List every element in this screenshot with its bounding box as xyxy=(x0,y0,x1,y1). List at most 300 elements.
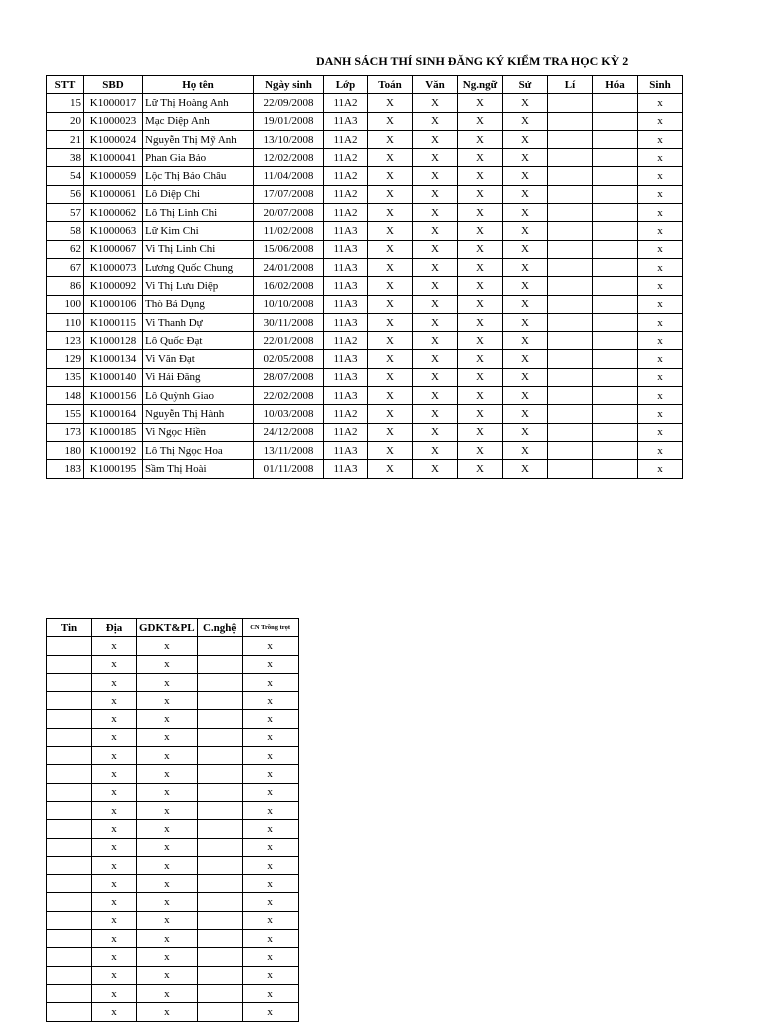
table-cell: X xyxy=(458,204,503,222)
table-header-row xyxy=(47,76,683,94)
table-cell: 11A3 xyxy=(324,460,368,478)
table-cell: Sầm Thị Hoài xyxy=(143,460,254,478)
table-cell xyxy=(593,167,638,185)
table-cell: Nguyễn Thị Mỹ Anh xyxy=(143,130,254,148)
table-cell xyxy=(593,387,638,405)
table-cell: 173 xyxy=(47,423,84,441)
table-row xyxy=(47,930,299,948)
table-cell: X xyxy=(458,277,503,295)
table-cell: K1000134 xyxy=(84,350,143,368)
table-cell: x xyxy=(137,673,198,691)
table-row xyxy=(47,747,299,765)
table-cell xyxy=(548,277,593,295)
table-cell: K1000073 xyxy=(84,258,143,276)
table-cell: 62 xyxy=(47,240,84,258)
table-cell xyxy=(548,130,593,148)
table-cell: X xyxy=(458,94,503,112)
table-cell: X xyxy=(503,167,548,185)
column-header: Sinh xyxy=(638,76,683,94)
table-cell: X xyxy=(503,332,548,350)
table-cell: x xyxy=(638,149,683,167)
table-cell: X xyxy=(368,258,413,276)
table-row xyxy=(47,801,299,819)
table-cell: x xyxy=(242,948,298,966)
table-cell xyxy=(197,838,242,856)
table-cell: x xyxy=(638,130,683,148)
table-cell xyxy=(47,838,92,856)
table-cell: X xyxy=(458,167,503,185)
table-cell: 13/11/2008 xyxy=(254,441,324,459)
table-cell: X xyxy=(413,332,458,350)
table-cell: Lô Thị Linh Chi xyxy=(143,204,254,222)
table-row xyxy=(47,350,683,368)
table-cell xyxy=(47,984,92,1002)
table-cell xyxy=(593,185,638,203)
table-cell: Nguyễn Thị Hành xyxy=(143,405,254,423)
table-cell xyxy=(593,277,638,295)
table-cell: Phan Gia Bảo xyxy=(143,149,254,167)
table-cell: 11A3 xyxy=(324,441,368,459)
table-cell: x xyxy=(638,387,683,405)
table-cell: x xyxy=(137,820,198,838)
table-cell: X xyxy=(368,94,413,112)
table-cell: X xyxy=(458,405,503,423)
table-cell xyxy=(593,204,638,222)
table-cell: x xyxy=(92,838,137,856)
table-cell: x xyxy=(137,984,198,1002)
table-cell xyxy=(47,655,92,673)
table-cell: 11A3 xyxy=(324,295,368,313)
table-cell: x xyxy=(92,765,137,783)
table-cell: 67 xyxy=(47,258,84,276)
table-cell: X xyxy=(368,332,413,350)
table-cell xyxy=(593,94,638,112)
table-cell: x xyxy=(137,856,198,874)
table-row xyxy=(47,441,683,459)
table-cell: 22/01/2008 xyxy=(254,332,324,350)
table-cell: x xyxy=(242,637,298,655)
table-cell: X xyxy=(503,313,548,331)
table-cell: X xyxy=(413,222,458,240)
table-cell: x xyxy=(242,673,298,691)
table-cell: 11A3 xyxy=(324,313,368,331)
table-cell: x xyxy=(242,728,298,746)
table-cell: x xyxy=(92,655,137,673)
subjects-table xyxy=(46,618,299,1022)
table-cell: X xyxy=(413,350,458,368)
table-cell xyxy=(197,673,242,691)
table-row xyxy=(47,332,683,350)
table-cell: x xyxy=(92,801,137,819)
table-cell: K1000192 xyxy=(84,441,143,459)
table-cell: K1000023 xyxy=(84,112,143,130)
table-cell xyxy=(548,405,593,423)
table-row xyxy=(47,258,683,276)
table-cell xyxy=(593,405,638,423)
table-cell: x xyxy=(137,637,198,655)
table-cell xyxy=(197,948,242,966)
table-cell: X xyxy=(503,368,548,386)
table-cell: Vi Thị Lưu Diệp xyxy=(143,277,254,295)
table-cell: 100 xyxy=(47,295,84,313)
table-cell: 10/10/2008 xyxy=(254,295,324,313)
table-cell: x xyxy=(638,350,683,368)
table-cell: K1000067 xyxy=(84,240,143,258)
table-cell xyxy=(593,368,638,386)
table-cell: Vi Ngọc Hiền xyxy=(143,423,254,441)
table-cell: 11/04/2008 xyxy=(254,167,324,185)
table-cell: X xyxy=(458,185,503,203)
table-row xyxy=(47,277,683,295)
table-cell xyxy=(548,204,593,222)
table-cell: x xyxy=(137,692,198,710)
table-cell: 11A2 xyxy=(324,204,368,222)
table-cell xyxy=(197,655,242,673)
table-cell: x xyxy=(92,820,137,838)
table-cell xyxy=(47,911,92,929)
table-cell: 11A3 xyxy=(324,350,368,368)
table-cell: X xyxy=(503,149,548,167)
table-cell: Lữ Thị Hoàng Anh xyxy=(143,94,254,112)
table-cell: X xyxy=(458,350,503,368)
table-cell: Vi Thị Linh Chi xyxy=(143,240,254,258)
table-row xyxy=(47,222,683,240)
table-cell: x xyxy=(242,930,298,948)
table-cell xyxy=(47,710,92,728)
table-cell: Lương Quốc Chung xyxy=(143,258,254,276)
table-cell: X xyxy=(413,313,458,331)
table-cell: X xyxy=(368,240,413,258)
table-cell: 28/07/2008 xyxy=(254,368,324,386)
table-cell xyxy=(47,692,92,710)
table-row xyxy=(47,313,683,331)
column-header: CN Trồng trọt xyxy=(242,619,298,637)
table-cell: 11A3 xyxy=(324,277,368,295)
table-cell: x xyxy=(638,313,683,331)
table-cell: 19/01/2008 xyxy=(254,112,324,130)
column-header: Địa xyxy=(92,619,137,637)
table-row xyxy=(47,728,299,746)
table-cell xyxy=(197,930,242,948)
table-cell: x xyxy=(242,747,298,765)
table-cell xyxy=(548,350,593,368)
table-cell: Lô Quỳnh Giao xyxy=(143,387,254,405)
table-cell xyxy=(47,801,92,819)
table-row xyxy=(47,130,683,148)
table-cell: X xyxy=(458,368,503,386)
table-cell: x xyxy=(638,222,683,240)
table-row xyxy=(47,112,683,130)
table-cell: X xyxy=(413,423,458,441)
table-cell xyxy=(197,747,242,765)
table-cell: 86 xyxy=(47,277,84,295)
table-cell: 129 xyxy=(47,350,84,368)
table-cell: X xyxy=(368,185,413,203)
table-cell: 02/05/2008 xyxy=(254,350,324,368)
table-cell: Vi Hải Đăng xyxy=(143,368,254,386)
table-cell: x xyxy=(92,637,137,655)
table-cell: 30/11/2008 xyxy=(254,313,324,331)
table-cell: X xyxy=(503,222,548,240)
table-cell: X xyxy=(503,441,548,459)
table-cell xyxy=(593,423,638,441)
table-cell xyxy=(197,801,242,819)
table-cell: X xyxy=(368,112,413,130)
table-cell: 11A2 xyxy=(324,185,368,203)
table-cell: K1000061 xyxy=(84,185,143,203)
table-cell: X xyxy=(368,130,413,148)
table-cell: x xyxy=(92,948,137,966)
table-cell: 183 xyxy=(47,460,84,478)
table-cell: x xyxy=(137,747,198,765)
table-cell xyxy=(47,948,92,966)
table-row xyxy=(47,984,299,1002)
table-cell: K1000128 xyxy=(84,332,143,350)
table-cell: K1000185 xyxy=(84,423,143,441)
table-cell: 11A2 xyxy=(324,130,368,148)
table-row xyxy=(47,710,299,728)
table-cell: x xyxy=(92,984,137,1002)
table-cell: Mạc Diệp Anh xyxy=(143,112,254,130)
table-cell: 11A2 xyxy=(324,332,368,350)
table-cell: x xyxy=(137,1003,198,1021)
table-cell: X xyxy=(413,112,458,130)
table-cell: K1000115 xyxy=(84,313,143,331)
table-cell: x xyxy=(92,966,137,984)
table-cell: x xyxy=(638,204,683,222)
table-cell: X xyxy=(503,350,548,368)
table-cell xyxy=(47,747,92,765)
table-cell: 11/02/2008 xyxy=(254,222,324,240)
table-row xyxy=(47,948,299,966)
table-row xyxy=(47,765,299,783)
table-row xyxy=(47,460,683,478)
table-cell: x xyxy=(137,655,198,673)
table-cell xyxy=(593,295,638,313)
table-cell: 01/11/2008 xyxy=(254,460,324,478)
table-cell: x xyxy=(137,966,198,984)
column-header: Ngày sinh xyxy=(254,76,324,94)
table-cell: X xyxy=(458,295,503,313)
table-cell: 12/02/2008 xyxy=(254,149,324,167)
table-row xyxy=(47,167,683,185)
table-cell: K1000063 xyxy=(84,222,143,240)
table-cell: X xyxy=(413,405,458,423)
table-cell: Lộc Thị Bảo Châu xyxy=(143,167,254,185)
table-cell: X xyxy=(413,387,458,405)
table-cell: 11A3 xyxy=(324,112,368,130)
table-cell: X xyxy=(503,240,548,258)
table-cell: 21 xyxy=(47,130,84,148)
table-cell: X xyxy=(458,222,503,240)
table-cell: Vi Văn Đạt xyxy=(143,350,254,368)
table-row xyxy=(47,820,299,838)
table-cell: x xyxy=(242,710,298,728)
table-cell: X xyxy=(458,423,503,441)
table-row xyxy=(47,94,683,112)
table-cell: 38 xyxy=(47,149,84,167)
table-row xyxy=(47,295,683,313)
table-cell: X xyxy=(503,258,548,276)
table-cell: K1000017 xyxy=(84,94,143,112)
table-cell: K1000062 xyxy=(84,204,143,222)
table-cell: Lô Diệp Chi xyxy=(143,185,254,203)
table-cell xyxy=(197,893,242,911)
table-cell: X xyxy=(368,149,413,167)
table-cell: x xyxy=(92,747,137,765)
table-cell: x xyxy=(137,728,198,746)
table-cell: X xyxy=(413,368,458,386)
table-row xyxy=(47,405,683,423)
table-cell: X xyxy=(458,387,503,405)
table-cell: X xyxy=(368,277,413,295)
table-cell: 11A3 xyxy=(324,240,368,258)
table-cell: 22/02/2008 xyxy=(254,387,324,405)
table-cell: 16/02/2008 xyxy=(254,277,324,295)
table-cell xyxy=(47,728,92,746)
table-row xyxy=(47,838,299,856)
table-cell xyxy=(548,258,593,276)
table-cell: 24/12/2008 xyxy=(254,423,324,441)
table-row xyxy=(47,185,683,203)
table-cell: X xyxy=(503,130,548,148)
table-cell: x xyxy=(638,460,683,478)
table-cell: X xyxy=(503,185,548,203)
table-cell xyxy=(548,295,593,313)
table-cell xyxy=(47,820,92,838)
table-cell xyxy=(197,966,242,984)
table-cell: x xyxy=(137,948,198,966)
table-cell: 58 xyxy=(47,222,84,240)
table-cell xyxy=(593,441,638,459)
table-cell: 24/01/2008 xyxy=(254,258,324,276)
table-row xyxy=(47,387,683,405)
table-cell xyxy=(197,783,242,801)
table-cell xyxy=(47,856,92,874)
table-cell: x xyxy=(638,94,683,112)
candidate-table xyxy=(46,75,683,479)
table-cell xyxy=(548,112,593,130)
table-cell: K1000195 xyxy=(84,460,143,478)
table-cell xyxy=(593,258,638,276)
column-header: Họ tên xyxy=(143,76,254,94)
table-cell: 10/03/2008 xyxy=(254,405,324,423)
table-cell xyxy=(197,710,242,728)
table-cell: x xyxy=(137,930,198,948)
table-cell: x xyxy=(242,1003,298,1021)
table-row xyxy=(47,875,299,893)
table-cell: 11A3 xyxy=(324,222,368,240)
column-header: STT xyxy=(47,76,84,94)
column-header: C.nghệ xyxy=(197,619,242,637)
table-cell: X xyxy=(413,94,458,112)
table-cell: X xyxy=(413,240,458,258)
table-cell: X xyxy=(413,441,458,459)
table-row xyxy=(47,911,299,929)
table-row xyxy=(47,856,299,874)
table-cell: x xyxy=(92,875,137,893)
table-cell xyxy=(47,893,92,911)
table-cell: 110 xyxy=(47,313,84,331)
table-cell xyxy=(197,875,242,893)
column-header: Hóa xyxy=(593,76,638,94)
table-cell xyxy=(593,332,638,350)
table-cell xyxy=(47,673,92,691)
table-cell: X xyxy=(503,204,548,222)
table-cell xyxy=(548,423,593,441)
table-cell: 148 xyxy=(47,387,84,405)
table-cell: 54 xyxy=(47,167,84,185)
table-cell: X xyxy=(503,460,548,478)
table-cell: x xyxy=(92,856,137,874)
table-cell xyxy=(197,692,242,710)
table-cell xyxy=(548,313,593,331)
table-cell: x xyxy=(137,710,198,728)
table-cell: K1000140 xyxy=(84,368,143,386)
table-cell: 11A3 xyxy=(324,368,368,386)
table-cell: 180 xyxy=(47,441,84,459)
table-cell: x xyxy=(137,801,198,819)
column-header: Toán xyxy=(368,76,413,94)
table-cell: x xyxy=(92,728,137,746)
document-title: DANH SÁCH THÍ SINH ĐĂNG KÝ KIỂM TRA HỌC KỲ 2 xyxy=(316,54,629,68)
table-cell: K1000164 xyxy=(84,405,143,423)
column-header: Lớp xyxy=(324,76,368,94)
table-cell: x xyxy=(137,765,198,783)
table-cell: X xyxy=(368,368,413,386)
table-cell xyxy=(197,820,242,838)
column-header: Tin xyxy=(47,619,92,637)
table-cell: 11A2 xyxy=(324,149,368,167)
table-cell: K1000024 xyxy=(84,130,143,148)
table-cell: X xyxy=(368,222,413,240)
table-cell: X xyxy=(503,387,548,405)
table-row xyxy=(47,240,683,258)
table-cell: K1000106 xyxy=(84,295,143,313)
table-cell: x xyxy=(638,167,683,185)
table-cell: 20 xyxy=(47,112,84,130)
table-cell xyxy=(593,130,638,148)
column-header: Văn xyxy=(413,76,458,94)
table-cell xyxy=(548,149,593,167)
table-cell: X xyxy=(413,130,458,148)
table-cell: X xyxy=(413,167,458,185)
table-cell: x xyxy=(242,893,298,911)
table-cell: x xyxy=(242,966,298,984)
table-header-row xyxy=(47,619,299,637)
table-cell: x xyxy=(242,655,298,673)
table-cell: x xyxy=(137,838,198,856)
table-cell: Lô Quốc Đạt xyxy=(143,332,254,350)
table-cell: 15 xyxy=(47,94,84,112)
table-cell: 135 xyxy=(47,368,84,386)
table-cell: x xyxy=(242,783,298,801)
table-cell: x xyxy=(242,984,298,1002)
table-cell: x xyxy=(92,930,137,948)
table-cell: X xyxy=(368,405,413,423)
table-cell: 155 xyxy=(47,405,84,423)
table-cell: X xyxy=(413,185,458,203)
table-cell: X xyxy=(413,460,458,478)
table-cell: Lữ Kim Chi xyxy=(143,222,254,240)
table-cell: x xyxy=(638,185,683,203)
column-header: Lí xyxy=(548,76,593,94)
table-cell xyxy=(548,368,593,386)
table-cell: X xyxy=(368,423,413,441)
table-cell: X xyxy=(458,240,503,258)
table-cell: x xyxy=(92,710,137,728)
table-cell: 17/07/2008 xyxy=(254,185,324,203)
